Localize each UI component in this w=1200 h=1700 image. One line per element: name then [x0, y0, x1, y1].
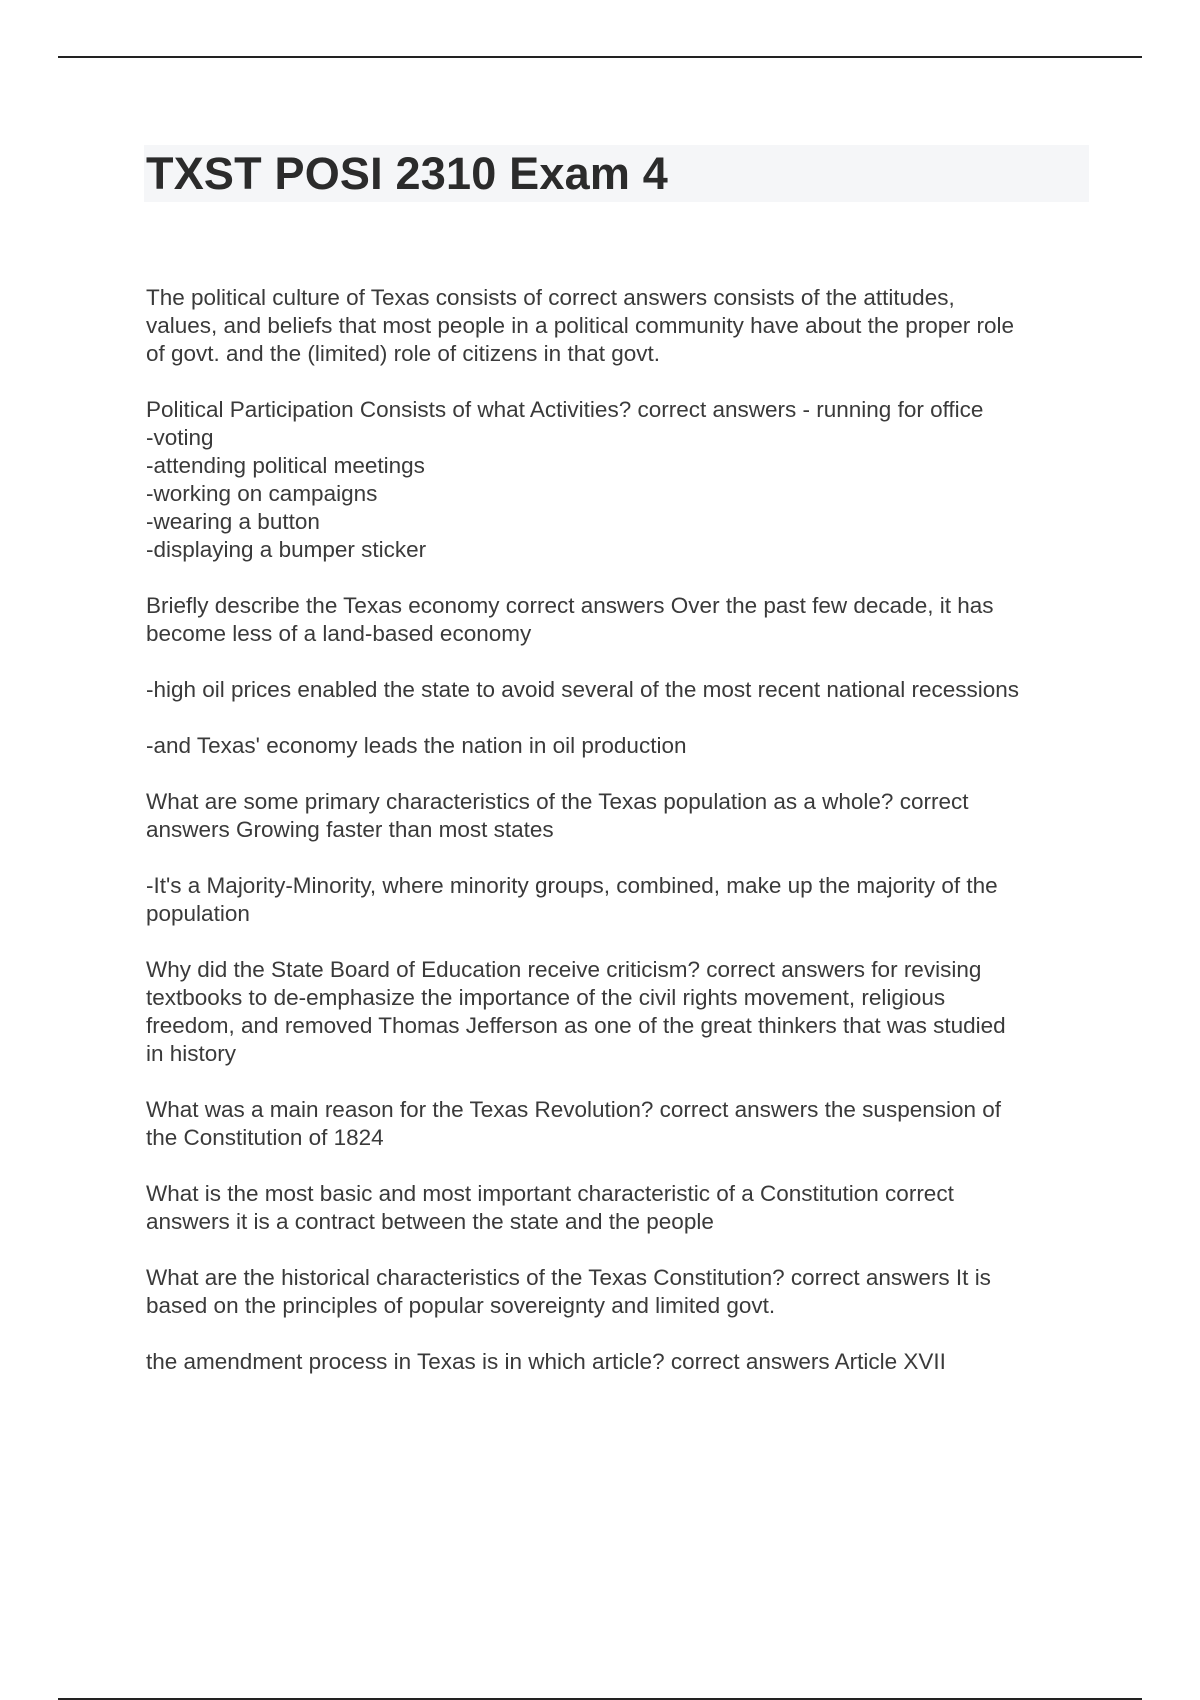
qa-entry: [146, 788, 1091, 844]
entry-line: What are some primary characteristics of the Texas population as a whole? correct: [146, 789, 969, 814]
qa-entry: [146, 1096, 1091, 1152]
entry-line: become less of a land-based economy: [146, 621, 532, 646]
entry-line: based on the principles of popular sovereignty and limited govt.: [146, 1293, 776, 1318]
entry-line: answers Growing faster than most states: [146, 817, 554, 842]
qa-entry: [146, 284, 1091, 368]
entry-line: The political culture of Texas consists of correct answers consists of the attitudes,: [146, 285, 955, 310]
entry-line: -and Texas' economy leads the nation in oil production: [146, 733, 687, 758]
entry-line: What is the most basic and most important characteristic of a Constitution correct: [146, 1181, 954, 1206]
entry-line: in history: [146, 1041, 237, 1066]
qa-entry: [146, 956, 1091, 1068]
qa-entry: [146, 1180, 1091, 1236]
entry-line: Briefly describe the Texas economy correct answers Over the past few decade, it has: [146, 593, 994, 618]
entry-line: answers it is a contract between the state and the people: [146, 1209, 714, 1234]
entry-line: population: [146, 901, 250, 926]
qa-entry: [146, 592, 1091, 648]
entry-line: -high oil prices enabled the state to avoid several of the most recent national recessions: [146, 677, 1019, 702]
entry-line: Why did the State Board of Education receive criticism? correct answers for revising: [146, 957, 982, 982]
entry-line: -attending political meetings: [146, 453, 425, 478]
entry-line: the amendment process in Texas is in which article? correct answers Article XVII: [146, 1349, 946, 1374]
entry-line: -voting: [146, 425, 214, 450]
qa-entry: [146, 1264, 1091, 1320]
qa-entry: [146, 1348, 1091, 1376]
entry-line: the Constitution of 1824: [146, 1125, 384, 1150]
entry-line: -working on campaigns: [146, 481, 378, 506]
entry-line: Political Participation Consists of what Activities? correct answers - running for office: [146, 397, 984, 422]
entry-line: of govt. and the (limited) role of citizens in that govt.: [146, 341, 661, 366]
entry-line: freedom, and removed Thomas Jefferson as one of the great thinkers that was studied: [146, 1013, 1006, 1038]
document-body: [146, 284, 1091, 1404]
entry-line: -displaying a bumper sticker: [146, 537, 427, 562]
qa-entry: [146, 396, 1091, 564]
qa-entry: [146, 676, 1091, 704]
entry-line: textbooks to de-emphasize the importance of the civil rights movement, religious: [146, 985, 946, 1010]
entry-line: -It's a Majority-Minority, where minority groups, combined, make up the majority of the: [146, 873, 998, 898]
entry-line: What are the historical characteristics of the Texas Constitution? correct answers It is: [146, 1265, 991, 1290]
entry-line: What was a main reason for the Texas Revolution? correct answers the suspension of: [146, 1097, 1002, 1122]
document-title: TXST POSI 2310 Exam 4: [146, 148, 668, 199]
qa-entry: [146, 872, 1091, 928]
entry-line: -wearing a button: [146, 509, 320, 534]
top-rule: [58, 56, 1142, 58]
entry-line: values, and beliefs that most people in a political community have about the proper role: [146, 313, 1015, 338]
qa-entry: [146, 732, 1091, 760]
